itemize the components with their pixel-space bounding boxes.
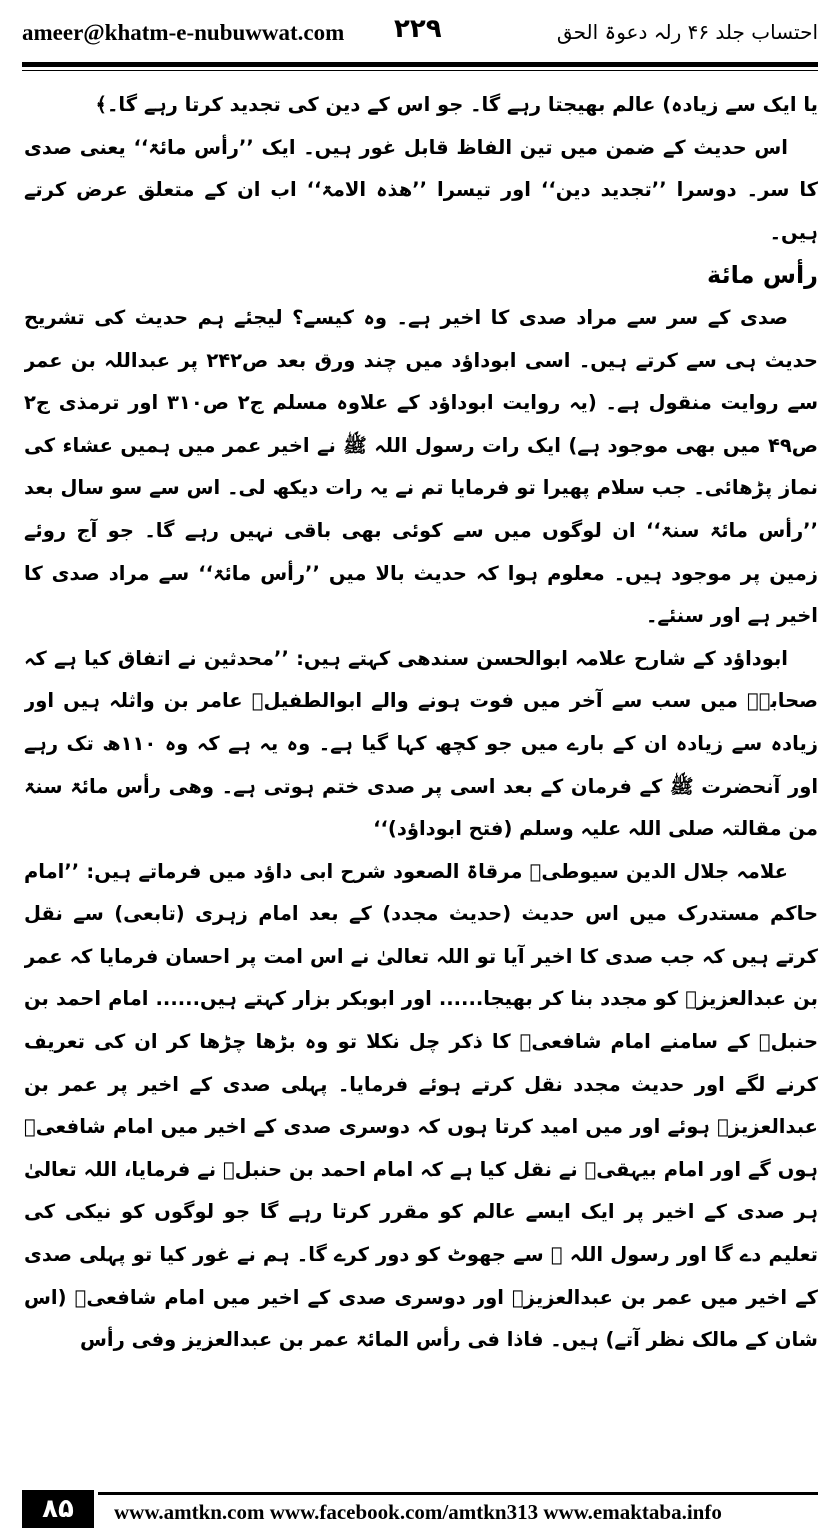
header-running-title: احتساب جلد ۴۶ رلہ دعوۃ الحق xyxy=(556,20,818,44)
page-footer xyxy=(22,1490,818,1528)
paragraph-2: اس حدیث کے ضمن میں تین الفاظ قابل غور ہیں۔ ایک ’’رأس مائۃ‘‘ یعنی صدی کا سر۔ دوسرا ’’تجدید دین‘‘ اور تیسرا ’’ھذہ الامۃ‘‘ اب ان کے متعلق عرض کرتے ہیں۔ xyxy=(24,135,818,244)
header-rule xyxy=(22,62,818,67)
footer-rule xyxy=(98,1492,818,1495)
page-header xyxy=(22,14,818,56)
footer-page-number: ۸۵ xyxy=(22,1490,94,1528)
paragraph-3: صدی کے سر سے مراد صدی کا اخیر ہے۔ وہ کیسے؟ لیجئے ہم حدیث کی تشریح حدیث ہی سے کرتے ہیں۔ اسی ابوداؤد میں چند ورق بعد ص۲۴۲ پر عبداللہ بن عمر سے روایت منقول ہے۔ (یہ روایت ابوداؤد کے علاوہ مسلم ج۲ ص۳۱۰ اور ترمذی ج۲ ص۴۹ میں بھی موجود ہے) ایک رات رسول اللہ ﷺ نے اخیر عمر میں ہمیں عشاء کی نماز پڑھائی۔ جب سلام پھیرا تو فرمایا تم نے یہ رات دیکھ لی۔ اس سے سو سال بعد ’’رأس مائۃ سنۃ‘‘ ان لوگوں میں سے کوئی بھی باقی نہیں رہے گا۔ جو آج روئے زمین پر موجود ہیں۔ معلوم ہوا کہ حدیث بالا میں ’’رأس مائۃ‘‘ سے مراد صدی کا اخیر ہے اور سنئے۔ xyxy=(24,305,818,628)
page-body xyxy=(24,84,818,1464)
header-email: ameer@khatm-e-nubuwwat.com xyxy=(22,20,345,45)
section-heading: رأس مائة xyxy=(707,261,818,290)
header-rule-thin xyxy=(22,70,818,71)
paragraph-4: ابوداؤد کے شارح علامہ ابوالحسن سندھی کہتے ہیں: ’’محدثین نے اتفاق کیا ہے کہ صحابہؓ میں سب سے آخر میں فوت ہونے والے ابوالطفیلؓ عامر بن واثلہ ہیں اور زیادہ سے زیادہ ان کے بارے میں جو کچھ کہا گیا ہے۔ وہ یہ ہے کہ وہ ۱۱۰ھ تک رہے اور آنحضرت ﷺ کے فرمان کے بعد اسی پر صدی ختم ہوتی ہے۔ وھی رأس مائۃ سنۃ من مقالتہ صلی اللہ علیہ وسلم (فتح ابوداؤد)‘‘ xyxy=(24,646,818,841)
header-page-number: ۲۲۹ xyxy=(394,14,442,44)
footer-websites: www.amtkn.com www.facebook.com/amtkn313 www.emaktaba.info xyxy=(114,1500,722,1524)
paragraph-5: علامہ جلال الدین سیوطیؒ مرقاۃ الصعود شرح ابی داؤد میں فرماتے ہیں: ’’امام حاکم مستدرک میں اس حدیث (حدیث مجدد) کے بعد امام زہری (تابعی) سے نقل کرتے ہیں کہ جب صدی کا اخیر آیا تو اللہ تعالیٰ نے اس امت پر احسان فرمایا کہ عمر بن عبدالعزیزؒ کو مجدد بنا کر بھیجا...... اور ابوبکر بزار کہتے ہیں...... امام احمد بن حنبلؒ کے سامنے امام شافعیؒ کا ذکر چل نکلا تو وہ بڑھا چڑھا کر ان کی تعریف کرنے لگے اور حدیث مجدد نقل کرتے ہوئے فرمایا۔ پہلی صدی کے اخیر پر عمر بن عبدالعزیزؒ ہوئے اور میں امید کرتا ہوں کہ دوسری صدی کے اخیر میں امام شافعیؒ ہوں گے اور امام بیہقیؒ نے نقل کیا ہے کہ امام احمد بن حنبلؒ نے فرمایا، اللہ تعالیٰ ہر صدی کے اخیر پر ایک ایسے عالم کو مقرر کرتا رہے گا جو لوگوں کو نیکی کی تعلیم دے گا اور رسول اللہ ﷺ سے جھوٹ کو دور کرے گا۔ ہم نے غور کیا تو پہلی صدی کے اخیر میں عمر بن عبدالعزیزؒ اور دوسری صدی کے اخیر میں امام شافعیؒ (اس شان کے مالک نظر آتے) ہیں۔ فاذا فی رأس المائۃ عمر بن عبدالعزیز وفی رأس xyxy=(24,859,818,1352)
paragraph-1: یا ایک سے زیادہ) عالم بھیجتا رہے گا۔ جو اس کے دین کی تجدید کرتا رہے گا۔﴾ xyxy=(95,93,818,116)
